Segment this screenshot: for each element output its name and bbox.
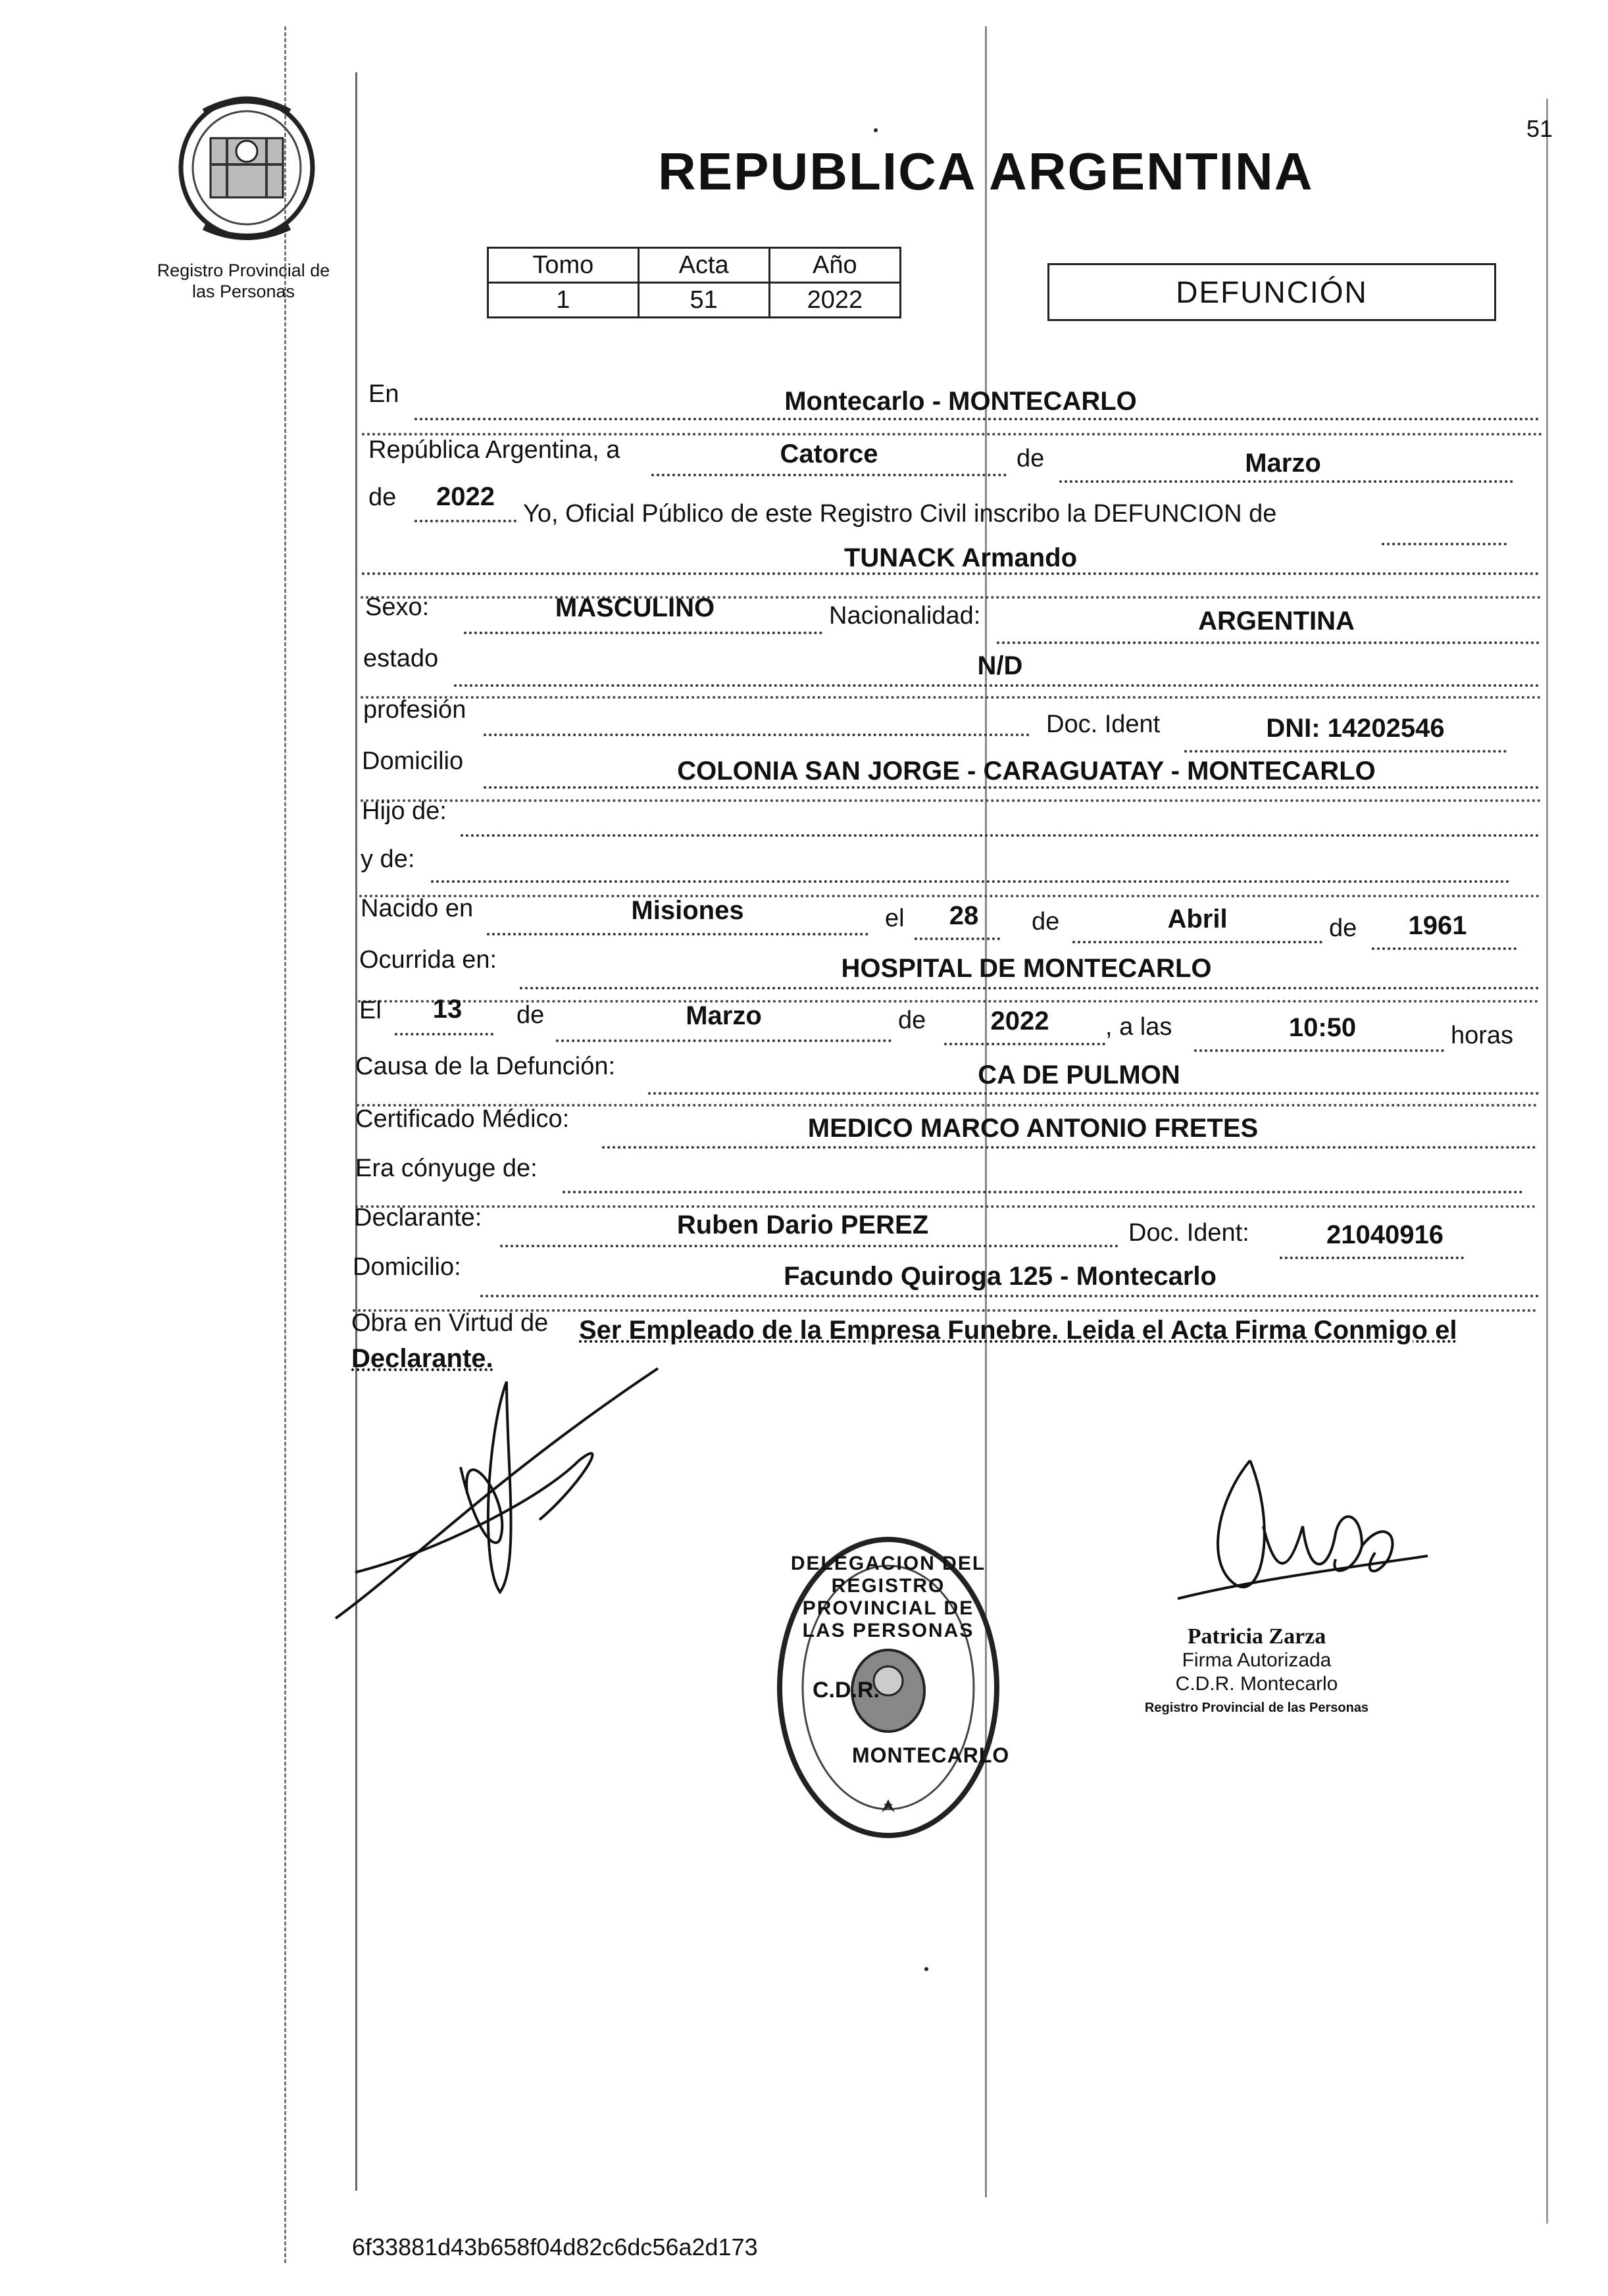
label-hijo-de: Hijo de: — [362, 797, 447, 825]
label-el: el — [885, 905, 905, 932]
label-de-def-anio: de — [898, 1007, 926, 1034]
value-ocurrida-en: HOSPITAL DE MONTECARLO — [841, 954, 1212, 983]
document-hash: 6f33881d43b658f04d82c6dc56a2d173 — [352, 2234, 758, 2260]
label-yo-oficial: Yo, Oficial Público de este Registro Civil inscribo la DEFUNCION de — [523, 500, 1277, 528]
scan-dot — [874, 128, 878, 132]
label-estado: estado — [363, 645, 439, 672]
value-nombre: TUNACK Armando — [843, 543, 1078, 572]
value-obra-1: Ser Empleado de la Empresa Funebre. Leida el Acta Firma Conmigo el — [579, 1316, 1457, 1345]
value-causa: CA DE PULMON — [978, 1061, 1180, 1089]
dots-dia — [651, 474, 1007, 476]
dots-nac-anio — [1372, 947, 1517, 950]
province-logo — [164, 86, 329, 250]
row-sep — [359, 895, 1540, 897]
value-mes: Marzo — [1245, 449, 1321, 478]
value-sexo: MASCULINO — [555, 593, 715, 622]
dots-anio — [415, 520, 516, 522]
dots-ocurrida-en — [520, 987, 1540, 989]
value-domicilio: COLONIA SAN JORGE - CARAGUATAY - MONTECARLO — [677, 757, 1376, 786]
official-name: Patricia Zarza — [1187, 1624, 1326, 1649]
page-title: REPUBLICA ARGENTINA — [658, 142, 1314, 201]
row-sep — [361, 696, 1542, 699]
fold-line-center — [985, 26, 987, 2197]
stamp-inner-right: MONTECARLO — [852, 1743, 1010, 1767]
label-y-de: y de: — [361, 845, 415, 873]
label-causa: Causa de la Defunción: — [355, 1053, 616, 1080]
value-lugar: Montecarlo - MONTECARLO — [784, 387, 1137, 416]
header-acta: Acta — [638, 248, 769, 283]
label-de-def-mes: de — [516, 1001, 545, 1029]
official-office: C.D.R. Montecarlo — [1175, 1673, 1338, 1695]
stamp-inner-left: C.D.R. — [813, 1678, 880, 1703]
label-de-mes: de — [1017, 445, 1045, 472]
dots-domicilio2 — [480, 1295, 1540, 1297]
registry-name — [132, 260, 355, 302]
value-declarante-doc: 21040916 — [1326, 1220, 1444, 1249]
dots-yo-end — [1382, 543, 1507, 545]
label-doc-ident2: Doc. Ident: — [1128, 1219, 1249, 1247]
value-def-dia: 13 — [432, 995, 463, 1024]
label-de-anio: de — [368, 484, 397, 511]
value-estado: N/D — [977, 651, 1023, 680]
value-anio: 2022 — [769, 283, 900, 318]
record-reference-table — [487, 247, 901, 318]
value-nacido-en: Misiones — [631, 896, 744, 925]
value-anio: 2022 — [436, 482, 495, 511]
value-def-hora: 10:50 — [1288, 1013, 1357, 1042]
label-sexo: Sexo: — [365, 593, 430, 621]
dots-def-hora — [1194, 1049, 1444, 1052]
value-acta: 51 — [638, 283, 769, 318]
official-block — [1086, 1625, 1428, 1720]
dots-def-dia — [395, 1033, 493, 1036]
value-tomo: 1 — [488, 283, 639, 318]
label-doc-ident: Doc. Ident — [1046, 711, 1161, 738]
value-obra-2: Declarante. — [351, 1344, 493, 1373]
value-domicilio2: Facundo Quiroga 125 - Montecarlo — [784, 1262, 1217, 1291]
official-stamp — [773, 1533, 1010, 1842]
label-declarante: Declarante: — [354, 1204, 482, 1232]
label-de-nac-anio: de — [1329, 914, 1357, 942]
label-domicilio2: Domicilio: — [353, 1253, 461, 1281]
scan-dot — [924, 1967, 928, 1971]
label-en: En — [368, 380, 399, 408]
dots-nacido-en — [487, 933, 868, 936]
label-nacionalidad: Nacionalidad: — [829, 602, 981, 630]
dots-estado — [454, 684, 1540, 687]
dots-domicilio — [484, 786, 1540, 789]
value-nacionalidad: ARGENTINA — [1198, 607, 1355, 636]
dots-hijo-de — [461, 834, 1540, 837]
label-nacido-en: Nacido en — [361, 895, 474, 922]
dots-def-mes — [556, 1039, 892, 1042]
declarant-signature — [329, 1355, 671, 1632]
value-doc: DNI: 14202546 — [1266, 714, 1445, 743]
dots-nac-mes — [1072, 941, 1322, 943]
margin-line-right — [1546, 99, 1548, 2224]
official-role: Firma Autorizada — [1182, 1649, 1332, 1671]
dots-y-de — [431, 880, 1510, 883]
official-signature — [1165, 1447, 1441, 1618]
label-profesion: profesión — [363, 696, 466, 724]
label-ocurrida-en: Ocurrida en: — [359, 946, 497, 974]
value-certificado: MEDICO MARCO ANTONIO FRETES — [807, 1114, 1259, 1143]
dots-doc — [1184, 750, 1507, 753]
page-number: 51 — [1526, 115, 1553, 142]
registry-line1: Registro Provincial de — [157, 261, 330, 280]
label-de-nac-mes: de — [1032, 908, 1060, 936]
row-sep — [362, 433, 1543, 436]
label-el-def: El — [359, 997, 382, 1024]
dots-declarante — [500, 1245, 1118, 1247]
dots-nacionalidad — [997, 641, 1540, 644]
dots-nac-dia — [915, 937, 1000, 940]
value-dia-letras: Catorce — [780, 439, 878, 468]
row-sep — [355, 1205, 1536, 1208]
stamp-ring-text: DELEGACION DEL REGISTRO PROVINCIAL DE LAS PERSONAS — [790, 1553, 986, 1641]
header-anio: Año — [769, 248, 900, 283]
value-nac-dia: 28 — [949, 901, 979, 930]
record-type-box: DEFUNCIÓN — [1047, 263, 1496, 321]
value-declarante: Ruben Dario PEREZ — [676, 1210, 929, 1239]
dots-causa — [648, 1092, 1540, 1095]
label-obra: Obra en Virtud de — [351, 1309, 549, 1337]
label-certificado: Certificado Médico: — [355, 1105, 570, 1133]
label-republica: República Argentina, a — [368, 436, 620, 464]
row-sep — [361, 799, 1542, 802]
value-nac-anio: 1961 — [1408, 911, 1467, 940]
header-tomo: Tomo — [488, 248, 639, 283]
dots-conyuge — [563, 1191, 1523, 1193]
label-conyuge: Era cónyuge de: — [355, 1155, 538, 1182]
dots-mes — [1059, 480, 1513, 483]
label-horas: horas — [1451, 1022, 1514, 1049]
label-domicilio: Domicilio — [362, 747, 464, 775]
value-def-anio: 2022 — [990, 1007, 1049, 1036]
dots-profesion — [484, 734, 1030, 736]
dots-def-anio — [944, 1043, 1105, 1045]
dots-declarante-doc — [1280, 1257, 1464, 1259]
value-def-mes: Marzo — [686, 1001, 762, 1030]
dots-en — [415, 418, 1540, 420]
dots-sexo — [464, 632, 822, 634]
fold-line-left — [284, 26, 286, 2263]
value-nac-mes: Abril — [1167, 905, 1228, 934]
dots-certificado — [602, 1146, 1536, 1149]
label-a-las: , a las — [1105, 1013, 1172, 1041]
registry-line2: las Personas — [191, 282, 295, 301]
official-registry: Registro Provincial de las Personas — [1144, 1701, 1369, 1715]
